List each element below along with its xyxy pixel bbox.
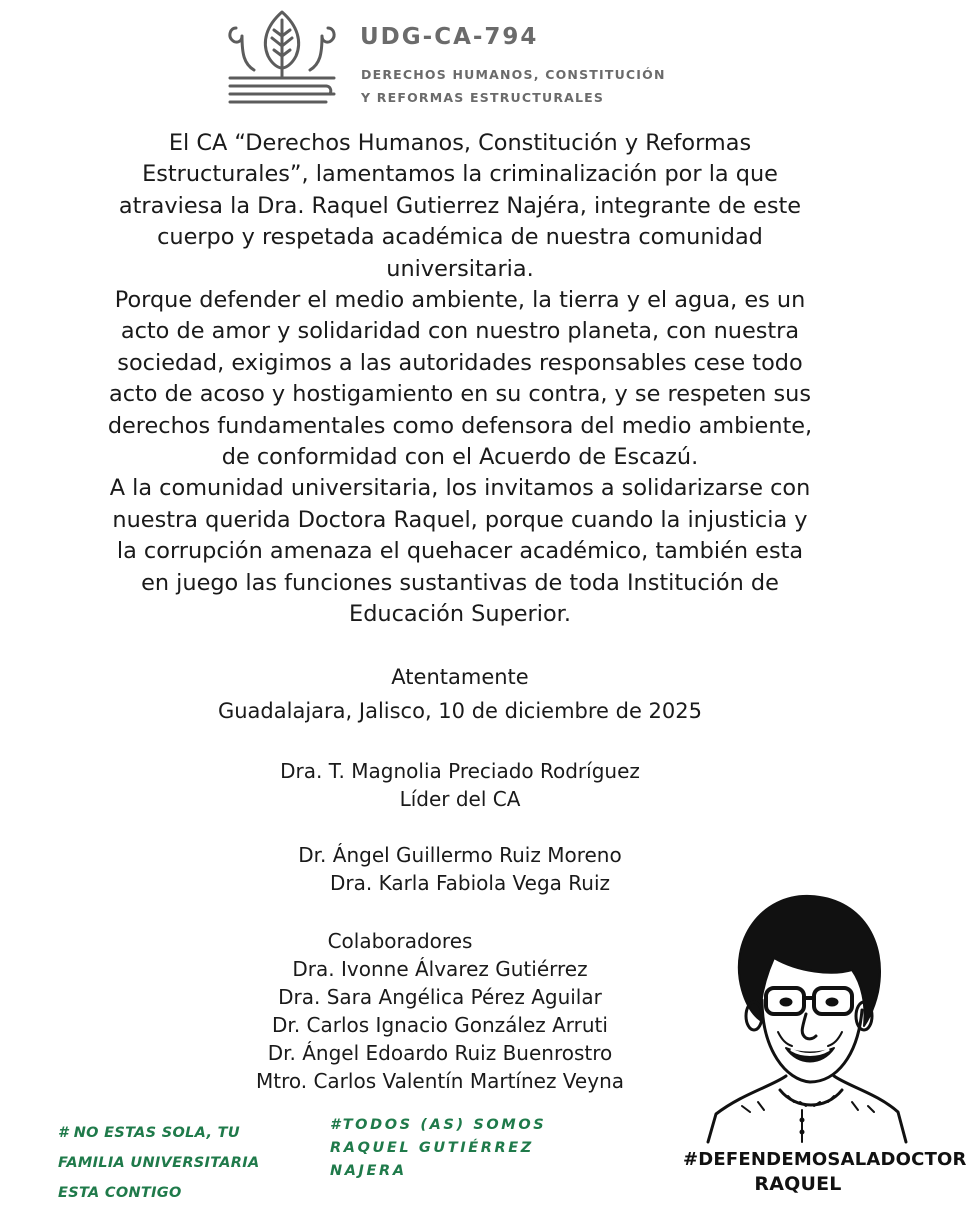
member-name: Dra. Karla Fabiola Vega Ruiz [329, 871, 611, 895]
statement-line: sociedad, exigimos a las autoridades responsables cese todo [117, 349, 803, 376]
hashtag-line: ESTA CONTIGO [58, 1185, 182, 1201]
statement-line: El CA “Derechos Humanos, Constitución y Reformas [168, 130, 752, 156]
statement-line: Educación Superior. [349, 601, 571, 628]
member-name: Dr. Ángel Guillermo Ruiz Moreno [298, 843, 622, 867]
header [0, 0, 918, 120]
collaborator-name: Dra. Sara Angélica Pérez Aguilar [278, 985, 602, 1009]
salutation: Atentamente [391, 665, 529, 689]
statement-line: acto de acoso y hostigamiento en su contra, y se respeten sus [108, 381, 812, 408]
statement-line: A la comunidad universitaria, los invitamos a solidarizarse con [109, 475, 811, 502]
collaborator-name: Dra. Ivonne Álvarez Gutiérrez [292, 957, 588, 981]
defend-hashtag-line2: RAQUEL [754, 1173, 842, 1195]
leader-name: Dra. T. Magnolia Preciado Rodríguez [280, 759, 640, 783]
place-date: Guadalajara, Jalisco, 10 de diciembre de 2025 [217, 699, 703, 723]
statement-line: acto de amor y solidaridad con nuestro planeta, con nuestra [120, 318, 800, 345]
statement-line: Porque defender el medio ambiente, la tierra y el agua, es un [114, 287, 806, 314]
hashtag-no-estas-sola [58, 1118, 260, 1208]
collaborator-name: Mtro. Carlos Valentín Martínez Veyna [255, 1069, 625, 1093]
defend-hashtag-line1: #DEFENDEMOSALADOCTOR [683, 1149, 967, 1170]
statement-line: la corrupción amenaza el quehacer académico, también esta [116, 538, 804, 565]
org-name-line2: Y REFORMAS ESTRUCTURALES [361, 90, 605, 105]
leader-role: Líder del CA [399, 787, 521, 811]
statement-line: en juego las funciones sustantivas de toda Institución de [141, 569, 779, 596]
hashtag-line: NAJERA [330, 1163, 407, 1179]
hashtag-line: FAMILIA UNIVERSITARIA [58, 1155, 260, 1171]
statement-line: de conformidad con el Acuerdo de Escazú. [221, 444, 699, 471]
org-name-line1: DERECHOS HUMANOS, CONSTITUCIÓN [361, 67, 666, 82]
collaborators-heading: Colaboradores [327, 929, 473, 953]
statement-line: derechos fundamentales como defensora del medio ambiente, [107, 412, 813, 439]
statement-body [40, 128, 880, 631]
defend-hashtag [683, 1148, 967, 1196]
statement-line: cuerpo y respetada académica de nuestra comunidad [157, 224, 763, 251]
statement-line: universitaria. [386, 255, 534, 282]
statement-line: nuestra querida Doctora Raquel, porque cuando la injusticia y [112, 506, 808, 533]
hashtag-line: # NO ESTAS SOLA, TU [58, 1125, 240, 1141]
hashtag-line: RAQUEL GUTIÉRREZ [330, 1140, 534, 1156]
woman-portrait-illustration-icon [702, 880, 908, 1142]
statement-line: atraviesa la Dra. Raquel Gutierrez Najéra, integrante de este [118, 192, 802, 219]
tree-book-logo-icon [222, 6, 342, 110]
org-code: UDG-CA-794 [360, 24, 539, 50]
statement-line: Estructurales”, lamentamos la criminalización por la que [142, 161, 778, 188]
collaborator-name: Dr. Carlos Ignacio González Arruti [272, 1013, 608, 1037]
collaborator-name: Dr. Ángel Edoardo Ruiz Buenrostro [267, 1041, 613, 1065]
hashtag-todos-somos-raquel [330, 1114, 546, 1183]
hashtag-line: #TODOS (AS) SOMOS [330, 1117, 547, 1133]
